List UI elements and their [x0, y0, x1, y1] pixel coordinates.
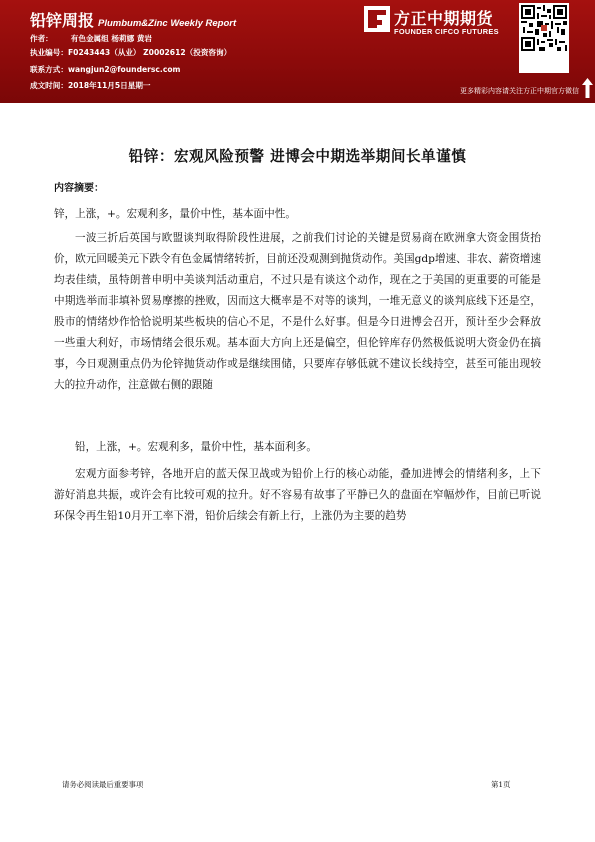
paragraph-lead-summary: 铅，上涨，+。宏观利多，量价中性，基本面利多。: [75, 441, 317, 453]
date-label: 成文时间：: [30, 81, 68, 90]
license-value: F0243443（从业） Z0002612（投资咨询）: [67, 48, 232, 57]
qr-code-icon: [521, 5, 567, 51]
paragraph-lead-detail: 宏观方面参考锌，各地开启的蓝天保卫战或为铅价上行的核心动能，叠加进博会的情绪利多，上下游好消息共振，或许会有比较可观的拉升。好不容易有故事了平静已久的盘面在窄幅炒作，目前已听说环保令再生铅10月开工率下滑，铅价后续会有新上行，上涨仍为主要的趋势: [54, 468, 541, 522]
report-tag-cn: 铅锌周报: [30, 11, 95, 30]
report-tag-en: Plumbum&Zinc Weekly Report: [98, 18, 237, 29]
license-label: 执业编号：: [30, 48, 68, 57]
page-title: 铅锌：宏观风险预警 进博会中期选举期间长单谨慎: [128, 148, 467, 165]
date-value: 2018年11月5日星期一: [67, 81, 151, 90]
report-header: [0, 0, 595, 103]
report-tag: [30, 8, 236, 31]
license-line: [30, 47, 231, 58]
summary-label: 内容摘要：: [54, 183, 104, 194]
qr-code[interactable]: [519, 3, 569, 73]
contact-label: 联系方式：: [30, 65, 68, 74]
date-line: [30, 80, 151, 91]
brand-logo: [364, 6, 514, 40]
arrow-up-icon: [582, 78, 593, 98]
author-label: 作者：: [30, 34, 53, 43]
page-number: 第1页: [491, 780, 511, 789]
brand-name-en: FOUNDER CIFCO FUTURES: [394, 27, 499, 36]
paragraph-zinc-summary: 锌，上涨，+。宏观利多，量价中性，基本面中性。: [54, 208, 296, 220]
contact-value[interactable]: wangjun2@foundersc.com: [67, 65, 181, 74]
author-line: [30, 33, 152, 44]
founder-logo-icon: [364, 6, 390, 32]
author-value: 有色金属组 杨莉娜 黄岩: [70, 34, 153, 43]
footer-disclaimer: 请务必阅读最后重要事项: [62, 780, 144, 789]
follow-wechat-text: 更多精彩内容请关注方正中期官方微信: [460, 87, 579, 95]
contact-line: [30, 64, 180, 75]
paragraph-zinc-detail: 一波三折后英国与欧盟谈判取得阶段性进展，之前我们讨论的关键是贸易商在欧洲拿大资金围货抬价，欧元回暖美元下跌令有色金属情绪转折，目前还没观测到抛货动作。美国gdp增速、非农、薪资增速均表佳绩，虽特朗普申明中美谈判活动重启，不过只是有谈这个动作，现在之于美国的更重要的可能是中期选举而非填补贸易摩擦的挫败，因而这大概率是不对等的谈判，一堆无意义的谈判底线下还是空，股市的情绪炒作恰恰说明某些板块的信心不足，不是什么好事。但是今日进博会召开，预计至少会释放一些重大利好，市场情绪会很乐观。基本面大方向上还是偏空，但伦锌库存仍然极低说明大资金仍在搞事，今日观测重点仍为伦锌抛货动作或是继续围储，只要库存够低就不建议长线持空，甚至可能出现较大的拉升动作，注意做右侧的跟随: [54, 232, 541, 391]
brand-name-cn: 方正中期期货: [394, 9, 494, 28]
